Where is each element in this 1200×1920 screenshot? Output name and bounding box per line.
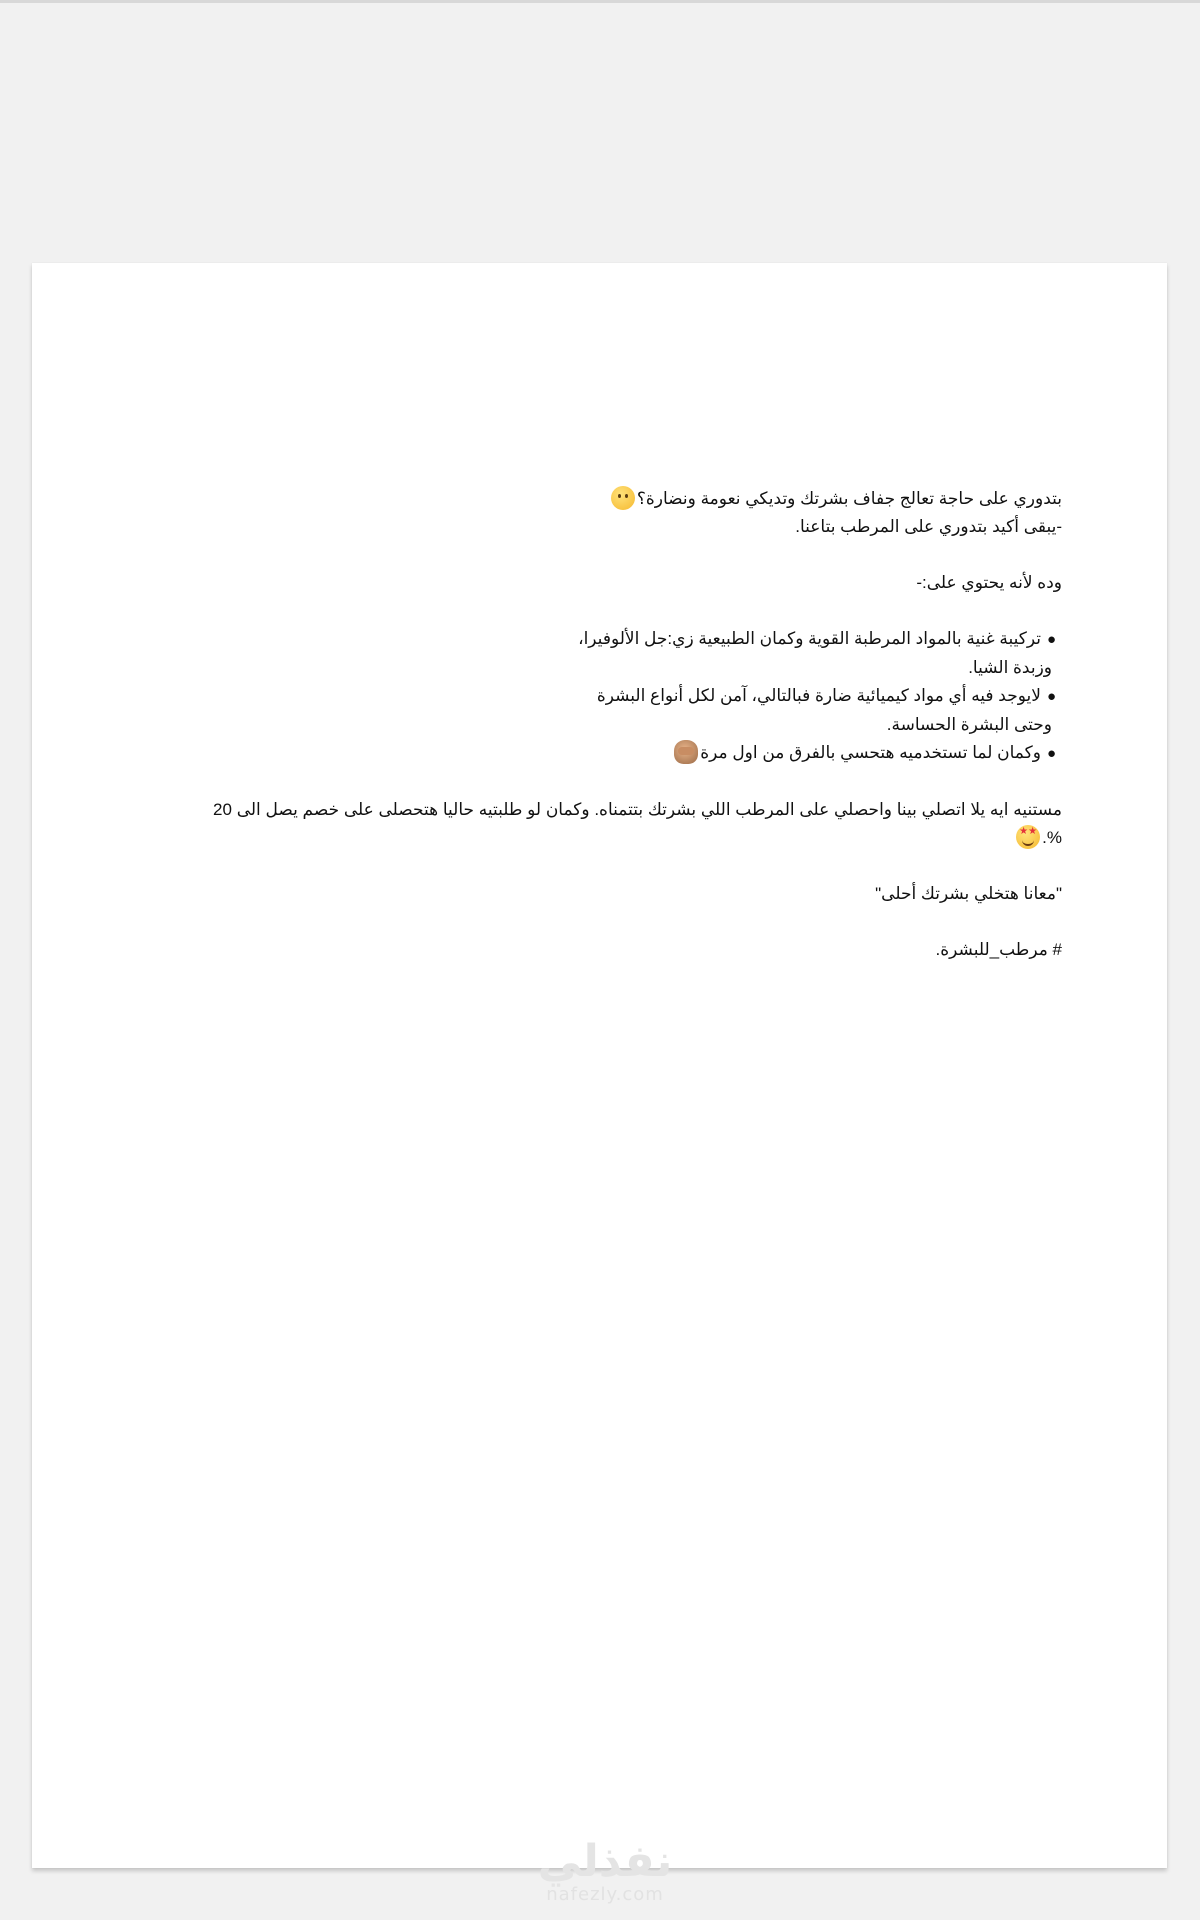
top-border — [0, 0, 1200, 3]
spacer — [182, 852, 1062, 880]
offer-percent-text: %. — [1042, 828, 1062, 847]
document-page — [32, 263, 1167, 1868]
spacer — [182, 597, 1062, 625]
slogan-text: "معانا هتخلي بشرتك أحلى" — [875, 884, 1062, 903]
subheading-line: -يبقى أكيد بتدوري على المرطب بتاعنا. — [795, 517, 1062, 536]
bullet-1-continuation — [182, 654, 1062, 682]
thinking-face-emoji-icon — [611, 486, 635, 510]
bullet-1-line-2: وزبدة الشيا. — [968, 658, 1052, 677]
watermark — [510, 1836, 700, 1906]
bullet-item-3 — [182, 739, 1062, 768]
bullet-3-line-1: وكمان لما تستخدميه هتحسي بالفرق من اول مرة — [700, 743, 1041, 762]
bullet-icon: ● — [1046, 631, 1056, 648]
bullet-icon: ● — [1046, 688, 1056, 705]
bullet-item-2 — [182, 682, 1062, 711]
bullet-2-line-2: وحتى البشرة الحساسة. — [886, 715, 1052, 734]
heading-line — [182, 485, 1062, 513]
bullet-2-continuation — [182, 711, 1062, 739]
offer-line-1: مستنيه ايه يلا اتصلي بينا واحصلي على المرطب اللي بشرتك بتتمناه. وكمان لو طلبتيه حاليا هتحصلى على خصم يصل الى 20 — [213, 800, 1062, 819]
spacer — [182, 768, 1062, 796]
bullet-item-1 — [182, 625, 1062, 654]
spacer — [182, 908, 1062, 936]
contains-intro: وده لأنه يحتوي على:- — [916, 573, 1062, 592]
bullet-icon: ● — [1046, 745, 1056, 762]
see-no-evil-monkey-emoji-icon — [674, 740, 698, 764]
offer-line-2 — [182, 824, 1062, 852]
heading-text: بتدوري على حاجة تعالج جفاف بشرتك وتديكي نعومة ونضارة؟ — [636, 489, 1062, 508]
bullet-2-line-1: لايوجد فيه أي مواد كيميائية ضارة فبالتالي، آمن لكل أنواع البشرة — [596, 686, 1041, 705]
watermark-url: nafezly.com — [546, 1884, 664, 1905]
watermark-logo: نفذلي — [537, 1836, 673, 1887]
star-struck-emoji-icon — [1016, 825, 1040, 849]
hashtag-text: # مرطب_للبشرة. — [935, 940, 1062, 959]
bullet-1-line-1: تركيبة غنية بالمواد المرطبة القوية وكمان الطبيعية زي:جل الألوفيرا، — [578, 629, 1041, 648]
document-content — [182, 485, 1062, 964]
spacer — [182, 541, 1062, 569]
